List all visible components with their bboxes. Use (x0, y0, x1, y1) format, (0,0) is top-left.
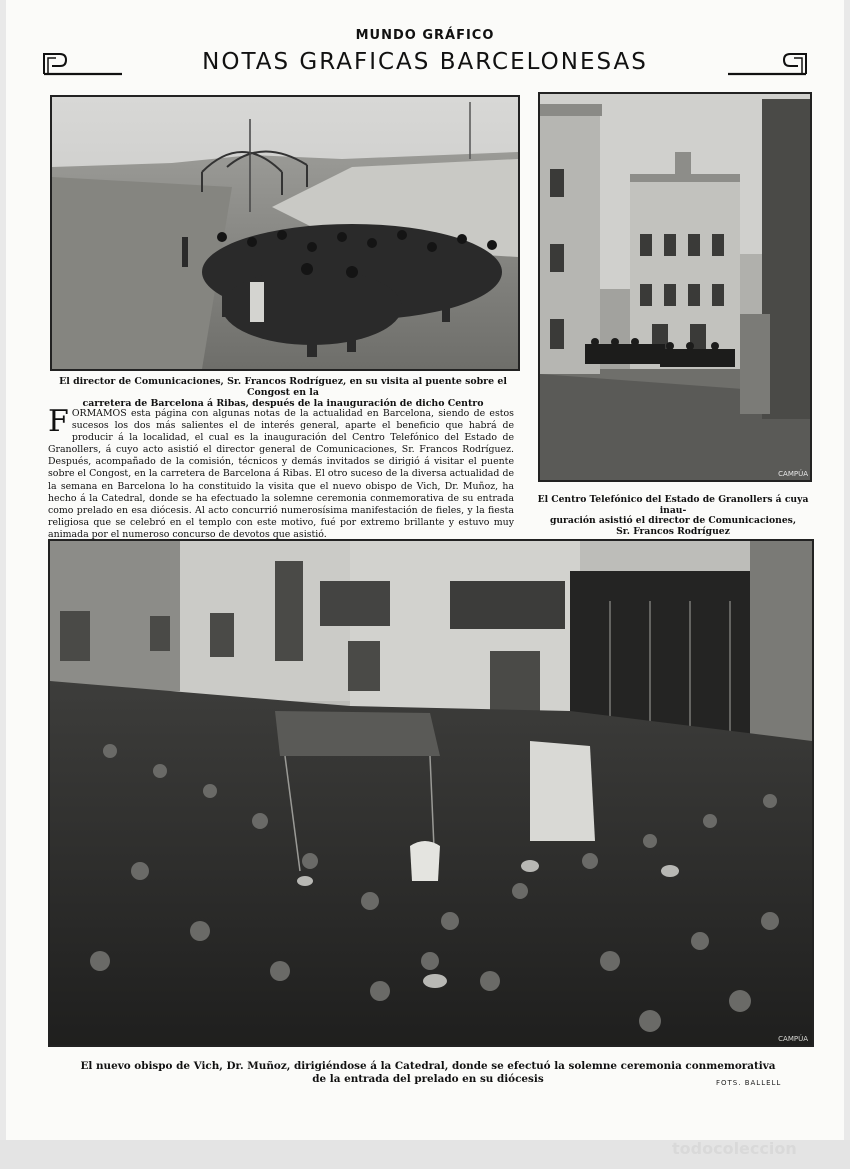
photo2-caption: El Centro Telefónico del Estado de Granollers á cuya inau- guración asistió el director de Comunicaciones, Sr. Francos Rodríguez (537, 494, 809, 537)
watermark-text: todocoleccion (672, 1139, 797, 1158)
photo2-credit: CAMPÚA (778, 470, 808, 478)
photo1-caption: El director de Comunicaciones, Sr. Francos Rodríguez, en su visita al puente sobre el Congost en la carretera de Barcelona á Ribas, después de la inauguración de dicho Centro (59, 376, 507, 409)
magazine-name: MUNDO GRÁFICO (355, 28, 495, 43)
photo-credit: FOTS. BALLELL (716, 1079, 782, 1087)
photo-bridge-visit (50, 95, 520, 371)
article-drop-cap: F (48, 404, 69, 439)
photo3-credit: CAMPÚA (778, 1035, 808, 1043)
photo3-caption: El nuevo obispo de Vich, Dr. Muñoz, dirigiéndose á la Catedral, donde se efectuó la solemne ceremonia conmemorativa de la entrada del prelado en su diócesis (80, 1060, 776, 1085)
photo-bishop-procession (48, 539, 814, 1047)
article-text: FORMAMOS esta página con algunas notas de la actualidad en Barcelona, siendo de estos sucesos los dos más salientes el de interés general, aparte el beneficio que habrá de producir á la localidad, el cual es la inauguración del Centro Telefónico del Estado de Granollers, á cuyo acto asistió el director general de Comunicaciones, Sr. Francos Rodríguez. Después, acompañado de la comisión, técnicos y demás invitados se dirigió á visitar el puente sobre el Congost, en la carretera de Barcelona á Ribas. El otro suceso de la diversa actualidad de la semana en Barcelona lo ha constituido la visita que el nuevo obispo de Vich, Dr. Muñoz, ha hecho á la Catedral, donde se ha efectuado la solemne ceremonia conmemorativa de su entrada como prelado en esa diócesis. Al acto concurrió numerosísima manifestación de fieles, y la fiesta religiosa que se celebró en el templo con este motivo, fué por extremo brillante y estuvo muy animada por el numeroso concurso de devotos que asistió. (48, 404, 514, 540)
photo-telephone-center (538, 92, 812, 482)
headline-banner (42, 48, 808, 78)
headline-title: NOTAS GRAFICAS BARCELONESAS (202, 49, 648, 75)
